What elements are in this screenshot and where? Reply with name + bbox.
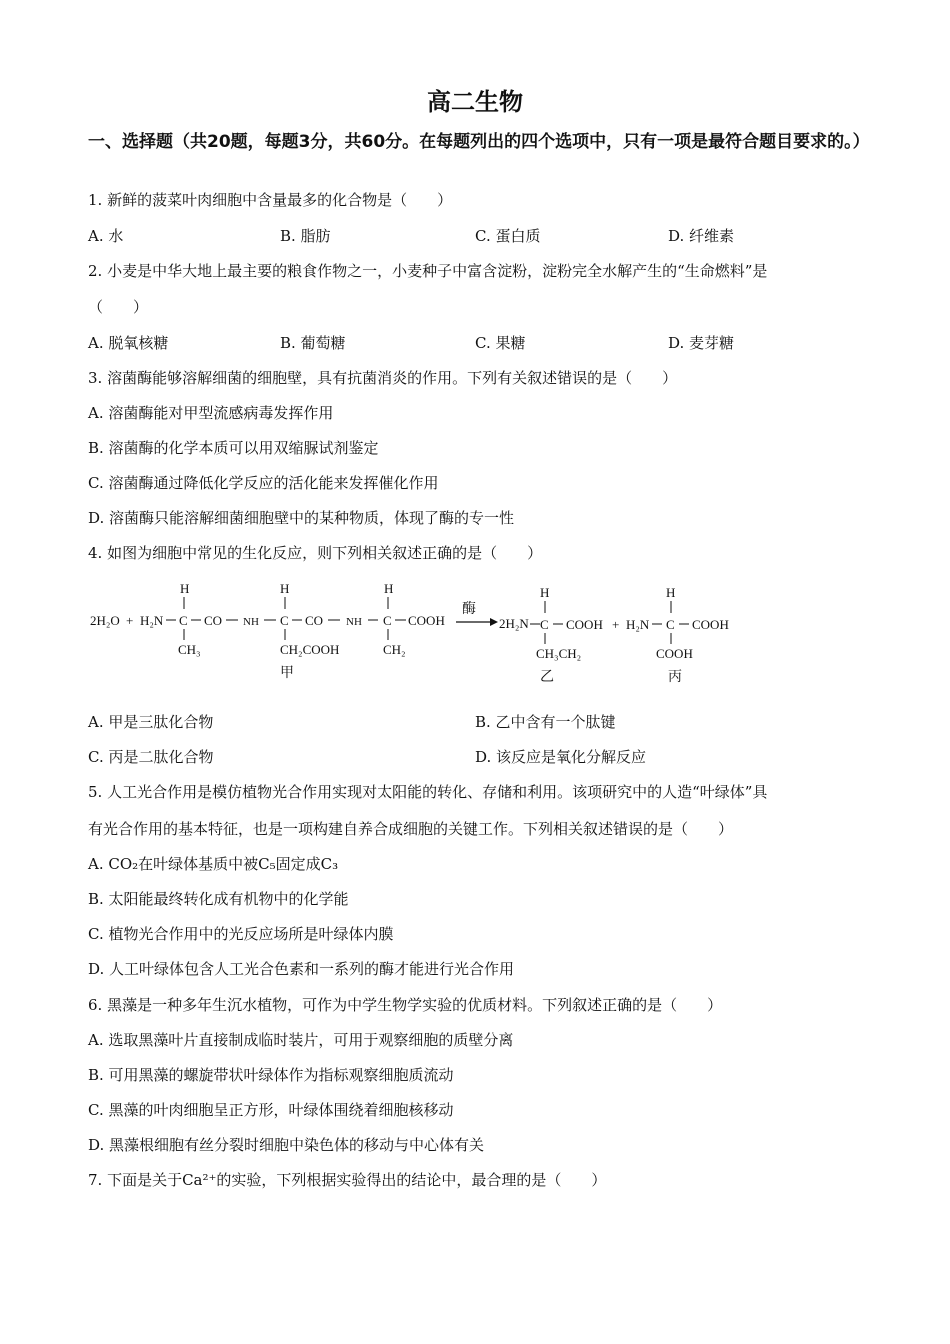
question-6-option-d: D. 黑藻根细胞有丝分裂时细胞中染色体的移动与中心体有关	[88, 1136, 485, 1154]
question-1-option-b: B. 脂肪	[280, 227, 331, 245]
carboxyl-1: COOH	[408, 613, 445, 628]
question-6-stem: 6. 黑藻是一种多年生沉水植物，可作为中学生物学实验的优质材料。下列叙述正确的是（ ）	[88, 996, 723, 1014]
question-3-option-c: C. 溶菌酶通过降低化学反应的活化能来发挥催化作用	[88, 474, 439, 492]
question-3-stem: 3. 溶菌酶能够溶解细菌的细胞壁，具有抗菌消炎的作用。下列有关叙述错误的是（ ）	[88, 369, 678, 387]
methyl-group-1: CH₃	[178, 642, 201, 657]
water-label: 2H₂O	[90, 613, 120, 628]
label-bing: 丙	[668, 670, 682, 685]
question-2-option-a: A. 脱氧核糖	[88, 334, 169, 352]
question-6-option-c: C. 黑藻的叶肉细胞呈正方形，叶绿体围绕着细胞核移动	[88, 1101, 454, 1119]
imino-2: NH	[346, 616, 362, 628]
side-chain-cooh: COOH	[656, 646, 693, 661]
side-chain-ch2cooh: CH₂COOH	[280, 642, 340, 657]
amino-group-3: H₂N	[626, 617, 650, 632]
amino-group-1: H₂N	[140, 613, 164, 628]
question-2-option-d: D. 麦芽糖	[668, 334, 735, 352]
question-5-stem-line1: 5. 人工光合作用是模仿植物光合作用实现对太阳能的转化、存储和利用。该项研究中的人造“叶绿体”具	[88, 783, 768, 801]
carbon-5: C	[666, 617, 675, 632]
reaction-arrow-head	[490, 618, 498, 626]
hydrogen-5: H	[666, 585, 676, 600]
question-4-option-a: A. 甲是三肽化合物	[88, 713, 214, 731]
question-5-option-a: A. CO₂在叶绿体基质中被C₅固定成C₃	[88, 855, 339, 873]
question-5-option-b: B. 太阳能最终转化成有机物中的化学能	[88, 890, 349, 908]
carbonyl-1: CO	[204, 613, 223, 628]
question-6-option-b: B. 可用黑藻的螺旋带状叶绿体作为指标观察细胞质流动	[88, 1066, 454, 1084]
product-amino-group: 2H₂N	[499, 616, 529, 631]
hydrogen-4: H	[540, 585, 550, 600]
question-3-option-d: D. 溶菌酶只能溶解细菌细胞壁中的某种物质，体现了酶的专一性	[88, 509, 515, 527]
question-1-option-a: A. 水	[88, 227, 124, 245]
label-jia: 甲	[280, 666, 294, 681]
question-1-stem: 1. 新鲜的菠菜叶肉细胞中含量最多的化合物是（ ）	[88, 191, 453, 209]
carboxyl-2: COOH	[566, 617, 603, 632]
question-4-stem: 4. 如图为细胞中常见的生化反应，则下列相关叙述正确的是（ ）	[88, 544, 543, 562]
question-2-option-b: B. 葡萄糖	[280, 334, 346, 352]
carboxyl-3: COOH	[692, 617, 729, 632]
hydrogen-1: H	[180, 581, 190, 596]
plus-sign-1: +	[126, 613, 134, 628]
hydrogen-2: H	[280, 581, 290, 596]
plus-sign-2: +	[612, 617, 620, 632]
side-chain-ethyl: CH₃CH₂	[536, 646, 582, 661]
question-3-option-a: A. 溶菌酶能对甲型流感病毒发挥作用	[88, 404, 334, 422]
question-2-stem-line2: （ ）	[88, 298, 149, 316]
reaction-diagram	[88, 580, 768, 692]
carbon-4: C	[540, 617, 549, 632]
question-7-stem: 7. 下面是关于Ca²⁺的实验，下列根据实验得出的结论中，最合理的是（ ）	[88, 1171, 607, 1189]
question-4-option-b: B. 乙中含有一个肽键	[475, 713, 616, 731]
question-3-option-b: B. 溶菌酶的化学本质可以用双缩脲试剂鉴定	[88, 439, 379, 457]
hydrogen-3: H	[384, 581, 394, 596]
question-5-stem-line2: 有光合作用的基本特征，也是一项构建自养合成细胞的关键工作。下列相关叙述错误的是（ ）	[88, 820, 734, 838]
carbon-1: C	[179, 613, 188, 628]
question-5-option-c: C. 植物光合作用中的光反应场所是叶绿体内膜	[88, 925, 394, 943]
question-2-stem-line1: 2. 小麦是中华大地上最主要的粮食作物之一，小麦种子中富含淀粉，淀粉完全水解产生的“生命燃料”是	[88, 262, 768, 280]
question-5-option-d: D. 人工叶绿体包含人工光合色素和一系列的酶才能进行光合作用	[88, 960, 515, 978]
carbon-3: C	[383, 613, 392, 628]
question-2-option-c: C. 果糖	[475, 334, 526, 352]
enzyme-label: 酶	[462, 602, 476, 617]
question-4-option-c: C. 丙是二肽化合物	[88, 748, 214, 766]
methylene-group: CH₂	[383, 642, 406, 657]
question-4-option-d: D. 该反应是氧化分解反应	[475, 748, 647, 766]
label-yi: 乙	[540, 670, 554, 685]
imino-1: NH	[243, 616, 259, 628]
section-header: 一、选择题（共20题，每题3分，共60分。在每题列出的四个选项中，只有一项是最符合题目要求的。）	[88, 132, 870, 152]
page-title: 高二生物	[427, 88, 523, 116]
question-1-option-c: C. 蛋白质	[475, 227, 541, 245]
carbon-2: C	[280, 613, 289, 628]
question-1-option-d: D. 纤维素	[668, 227, 735, 245]
carbonyl-2: CO	[305, 613, 324, 628]
question-6-option-a: A. 选取黑藻叶片直接制成临时装片，可用于观察细胞的质壁分离	[88, 1031, 514, 1049]
